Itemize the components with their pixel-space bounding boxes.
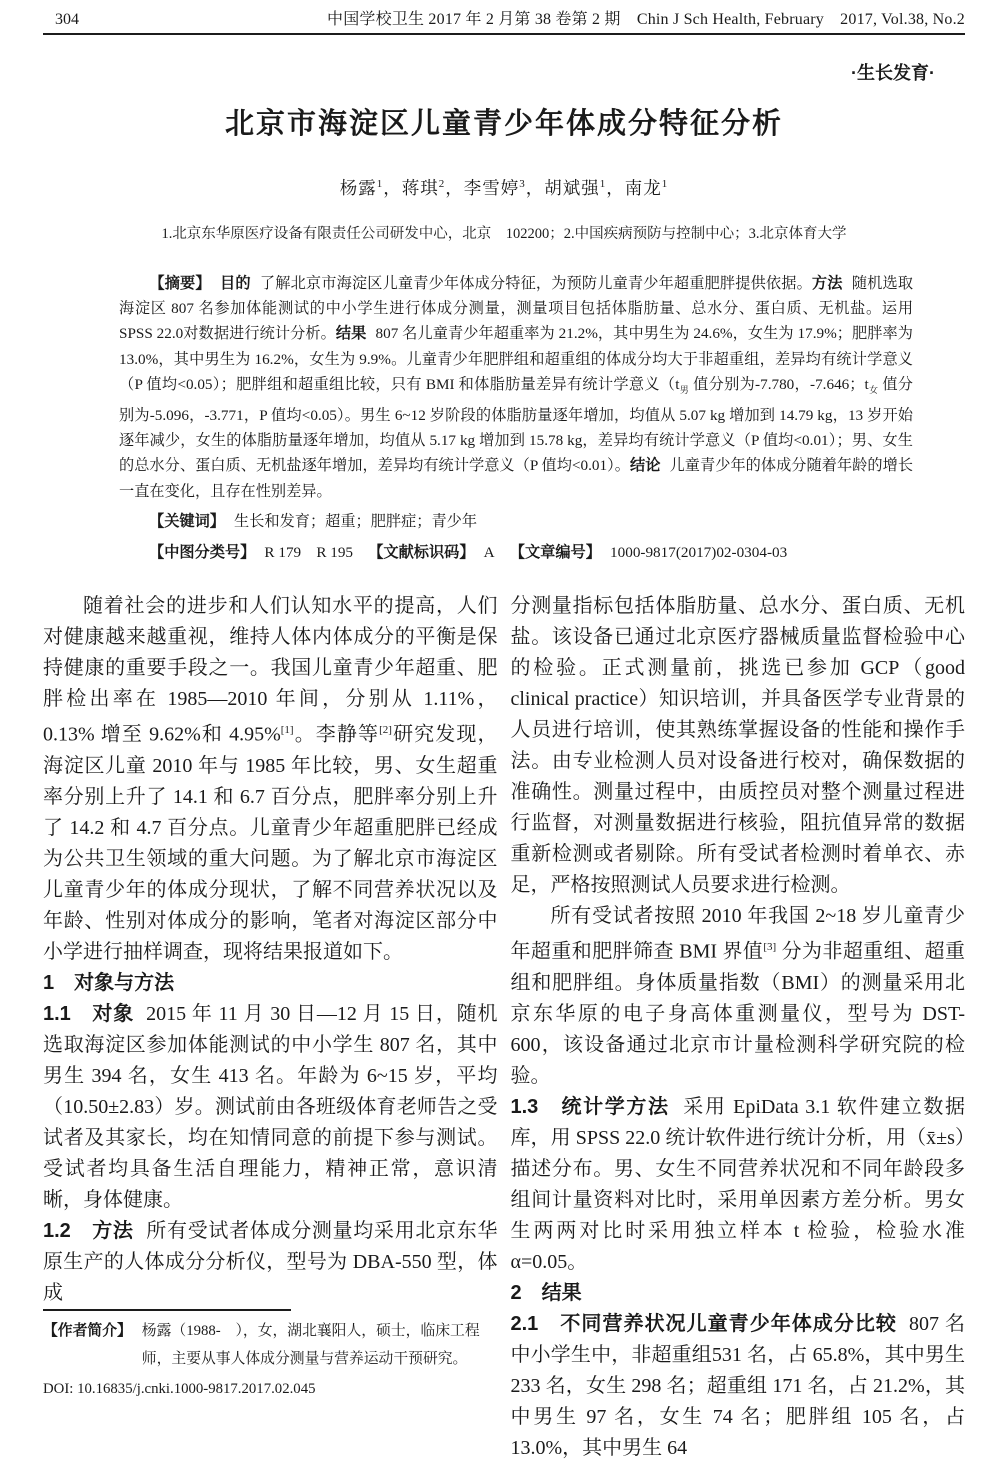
keywords-label: 【关键词】 — [149, 512, 225, 530]
reference-mark-1: [1] — [280, 723, 294, 736]
abstract-results-text-c: 值分别为-5.096，-3.771，P 值均<0.05）。男生 6~12 岁阶段的体脂肪量逐年增加，均值从 5.07 kg 增加到 14.79 kg，13 岁开始逐年减少，女生的体脂肪量逐年增加，均值从 5.17 kg 增加到 15.78 kg，差异均有统计学意义（P 值均<0.01）；男、女生的总水分、蛋白质、无机盐逐年增加，差异均有统计学意义（P 值均<0.01）。 — [119, 375, 913, 475]
intro-text-a: 随着社会的进步和人们认知水平的提高，人们对健康越来越重视，维持人体内体成分的平衡是保持健康的重要手段之一。我国儿童青少年超重、肥胖检出率在 1985—2010 年间，分别从 1.11%，0.13% 增至 9.62%和 4.95% — [43, 594, 498, 746]
author-separator: ， — [525, 178, 545, 198]
journal-info: 中国学校卫生 2017 年 2 月第 38 卷第 2 期 Chin J Sch Health, February 2017, Vol.38, No.2 — [327, 11, 965, 28]
author-bio-text: 杨露（1988- ），女，湖北襄阳人，硕士，临床工程师，主要从事人体成分测量与营养运动干预研究。 — [141, 1322, 480, 1367]
grouping-text-a: 所有受试者按照 2010 年我国 2~18 岁儿童青少年超重和肥胖筛查 BMI 界值 — [510, 904, 965, 963]
author-bio-label: 【作者简介】 — [43, 1322, 132, 1339]
intro-text-b: 。李静等 — [293, 723, 380, 746]
affiliation-line: 1.北京东华原医疗设备有限责任公司研发中心，北京 102200；2.中国疾病预防与控制中心；3.北京体育大学 — [161, 226, 847, 242]
abstract-conclusion-label: 结论 — [630, 457, 661, 475]
methods-continuation-paragraph: 分测量指标包括体脂肪量、总水分、蛋白质、无机盐。该设备已通过北京医疗器械质量监督检验中心的检验。正式测量前，挑选已参加 GCP（good clinical practice）知识培训，并具备医学专业背景的人员进行培训，使其熟练掌握设备的性能和操作手法。由专业检测人员对设备进行校对，确保数据的准确性。测量过程中，由质控员对整个测量过程进行监督，对测量数据进行核验，阻抗值异常的数据重新检测或者剔除。所有受试者检测时着单衣、赤足，严格按照测试人员要求进行检测。 — [510, 594, 965, 896]
abstract-objective-label: 目的 — [219, 275, 251, 292]
author-bio-row — [43, 1317, 498, 1373]
section-tag: ·生长发育· — [851, 63, 935, 83]
section-1-3-paragraph — [511, 1092, 966, 1278]
section-1-1-label: 1.1 对象 — [43, 1002, 135, 1025]
t-male-subscript: 男 — [679, 384, 690, 395]
author-name: 李雪婷 — [463, 178, 520, 198]
author-name: 胡斌强 — [544, 178, 600, 198]
section-2-1-paragraph — [511, 1309, 966, 1464]
abstract-results-label: 结果 — [335, 325, 367, 343]
authors-line — [43, 175, 965, 200]
abstract-results-text-b: 值分别为-7.780，-7.646；t — [689, 375, 869, 393]
reference-mark-2: [2] — [379, 723, 392, 736]
footnote-divider — [43, 1309, 291, 1311]
article-no-value: 1000-9817(2017)02-0304-03 — [610, 543, 788, 561]
abstract-methods-text: 随机选取海淀区 807 名参加体能测试的中小学生进行体成分测量，测量项目包括体脂肪量、总水分、蛋白质、无机盐。运用 SPSS 22.0对数据进行统计分析。 — [119, 275, 914, 343]
abstract-block — [119, 271, 913, 504]
section-heading-1: 1 对象与方法 — [43, 971, 175, 994]
section-1-2-paragraph — [43, 1216, 498, 1309]
author-superscript: 2 — [438, 178, 446, 191]
page-header — [43, 10, 965, 33]
footnote-area — [43, 1309, 498, 1403]
abstract-methods-label: 方法 — [811, 275, 843, 292]
author-separator: ， — [383, 178, 402, 198]
abstract-label: 【摘要】 — [149, 275, 211, 292]
abstract-conclusion-text: 儿童青少年的体成分随着年龄的增长一直在变化，且存在性别差异。 — [119, 457, 914, 500]
author-superscript: 1 — [661, 178, 669, 191]
section-2-1-label: 2.1 不同营养状况儿童青少年体成分比较 — [510, 1312, 897, 1335]
grouping-text-b: 分为非超重组、超重组和肥胖组。身体质量指数（BMI）的测量采用北京东华原的电子身高体重测量仪，型号为 DST-600，该设备通过北京市计量检测科学研究院的检验。 — [510, 940, 965, 1087]
article-title: 北京市海淀区儿童青少年体成分特征分析 — [224, 108, 783, 140]
classification-line — [149, 539, 913, 566]
intro-text-c: 研究发现，海淀区儿童 2010 年与 1985 年比较，男、女生超重率分别上升了 14.1 和 6.7 百分点，肥胖率分别上升了 14.2 和 4.7 百分点。儿童青少年超重肥胖已经成为公共卫生领域的重大问题。为了解北京市海淀区儿童青少年的体成分现状，了解不同营养状况以及年龄、性别对体成分的影响，笔者对海淀区部分中小学进行抽样调查，现将结果报道如下。 — [43, 723, 498, 963]
abstract-results-text-a: 807 名儿童青少年超重率为 21.2%，其中男生为 24.6%，女生为 17.9%；肥胖率为 13.0%，其中男生为 16.2%，女生为 9.9%。儿童青少年肥胖组和超重组的体成分均大于非超重组，差异均有统计学意义（P 值均<0.05）；肥胖组和超重组比较，只有 BMI 和体脂肪量差异有统计学意义（t — [119, 325, 913, 393]
keywords-line — [149, 508, 913, 535]
clc-value: R 179 R 195 — [264, 543, 354, 561]
grouping-paragraph — [511, 901, 966, 1092]
section-1-1-text: 2015 年 11 月 30 日—12 月 15 日，随机选取海淀区参加体能测试的中小学生 807 名，其中男生 394 名，女生 413 名。年龄为 6~15 岁，平均（10.50±2.83）岁。测试前由各班级体育老师告之受试者及其家长，均在知情同意的前提下参与测试。受试者均具备生活自理能力，精神正常，意识清晰，身体健康。 — [43, 1002, 498, 1211]
doc-code-label: 【文献标识码】 — [368, 543, 475, 561]
clc-label: 【中图分类号】 — [149, 543, 256, 561]
doc-code-value: A — [483, 543, 495, 561]
page-number: 304 — [55, 11, 79, 28]
author-name: 杨露 — [339, 178, 377, 198]
section-heading-2: 2 结果 — [510, 1281, 582, 1304]
author-superscript: 1 — [599, 178, 607, 191]
header-rule — [43, 33, 965, 35]
author-separator: ， — [445, 178, 464, 198]
reference-mark-3: [3] — [763, 940, 777, 953]
author-name: 蒋琪 — [401, 178, 439, 198]
body-columns — [43, 591, 965, 1464]
section-1-1-paragraph — [43, 999, 498, 1216]
author-name: 南龙 — [624, 178, 662, 198]
keywords-text: 生长和发育；超重；肥胖症；青少年 — [234, 512, 478, 530]
intro-paragraph — [43, 591, 498, 968]
section-1-2-text: 所有受试者体成分测量均采用北京东华原生产的人体成分分析仪，型号为 DBA-550 型，体成 — [43, 1219, 498, 1304]
doi-line: DOI: 10.16835/j.cnki.1000-9817.2017.02.045 — [43, 1380, 316, 1397]
author-superscript: 1 — [376, 178, 384, 191]
left-column — [43, 591, 498, 1397]
section-1-3-label: 1.3 统计学方法 — [510, 1095, 670, 1118]
section-1-3-text: 采用 EpiData 3.1 软件建立数据库，用 SPSS 22.0 统计软件进行统计分析，用（x̄±s）描述分布。男、女生不同营养状况和不同年龄段多组间计量资料对比时，采用单因素方差分析。男女生两两对比时采用独立样本 t 检验，检验水准 α=0.05。 — [510, 1095, 966, 1273]
article-no-label: 【文章编号】 — [509, 543, 601, 561]
t-female-subscript: 女 — [868, 384, 879, 395]
abstract-objective-text: 了解北京市海淀区儿童青少年体成分特征，为预防儿童青少年超重肥胖提供依据。 — [259, 275, 812, 292]
section-1-2-label: 1.2 方法 — [43, 1219, 134, 1242]
right-column — [511, 591, 966, 1464]
section-2-1-text: 807 名中小学生中，非超重组531 名，占 65.8%，其中男生 233 名，女生 298 名；超重组 171 名，占 21.2%，其中男生 97 名，女生 74 名；肥胖组 105 名，占 13.0%，其中男生 64 — [510, 1312, 966, 1459]
author-separator: ， — [606, 178, 625, 198]
abstract-paragraph — [119, 271, 913, 504]
author-superscript: 3 — [519, 178, 526, 191]
